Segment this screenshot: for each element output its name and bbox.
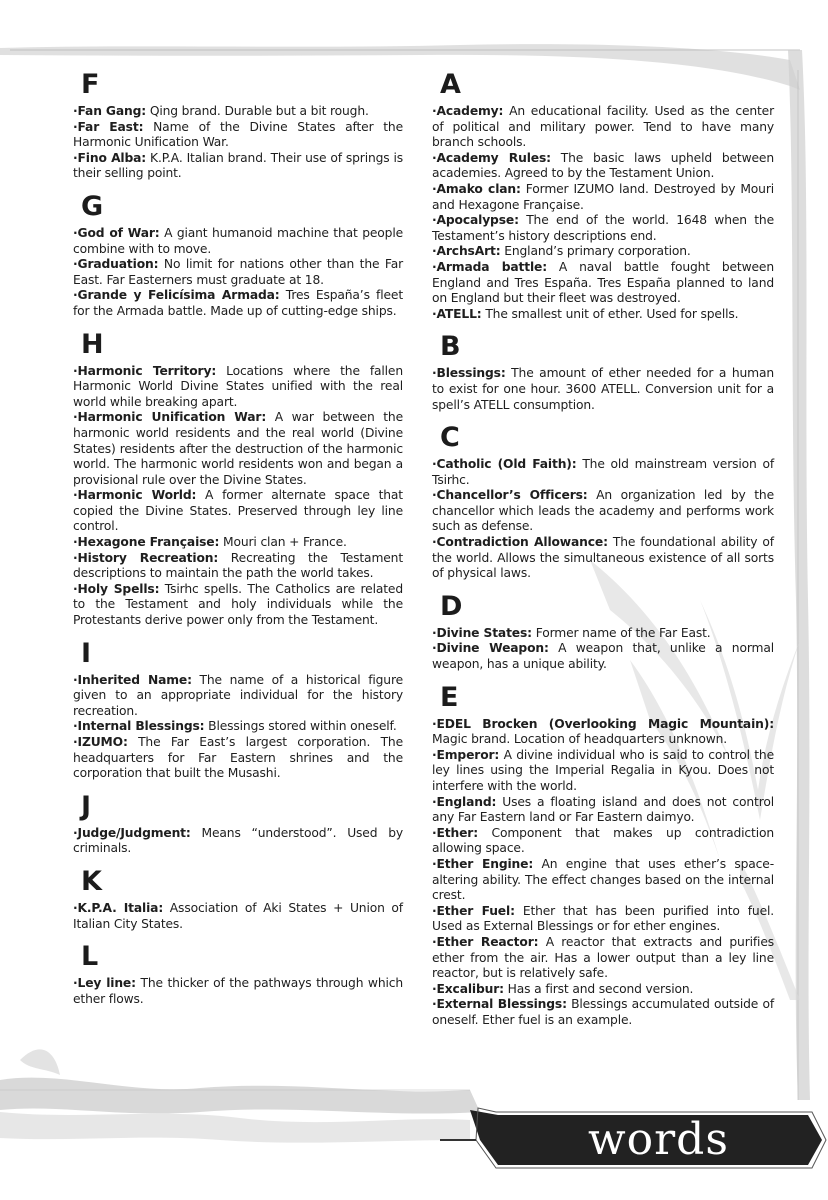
entry-definition: An educational facility. Used as the center of political and military power. Tend to have many branch schools.: [432, 104, 774, 150]
section-letter: F: [81, 69, 100, 100]
entry-definition: Name of the Divine States after the Harmonic Unification War.: [73, 119, 403, 150]
entry-definition: Former IZUMO land. Destroyed by Mouri and Hexagone Française.: [432, 181, 774, 212]
glossary-entry: [432, 717, 774, 748]
glossary-column-left: [73, 68, 403, 1015]
entry-definition: An engine that uses ether’s space-altering ability. The effect changes based on the internal crest.: [432, 856, 774, 903]
entry-definition: Tres España’s fleet for the Armada battle. Made up of cutting-edge ships.: [73, 288, 403, 318]
glossary-entry: [432, 260, 774, 307]
entry-definition: Means “understood”. Used by criminals.: [73, 825, 403, 856]
glossary-section-a: [432, 68, 774, 322]
entry-definition: Ether that has been purified into fuel. Used as External Blessings or for ether engines.: [432, 903, 775, 934]
entry-definition: An organization led by the chancellor which leads the academy and performs work such as defense.: [432, 488, 774, 534]
entry-term: ·Catholic (Old Faith):: [432, 457, 577, 472]
glossary-entry: [432, 535, 774, 582]
glossary-entry: [432, 457, 774, 488]
entry-term: ·Harmonic Unification War:: [73, 410, 267, 425]
glossary-section-i: [73, 637, 403, 782]
section-letter: G: [81, 190, 104, 222]
entry-definition: Qing brand. Durable but a bit rough.: [146, 104, 369, 118]
glossary-entry: [73, 826, 403, 857]
entry-definition: Tsirhc spells. The Catholics are related to the Testament and holy individuals while the Protestants derive power only from the Testament.: [73, 581, 403, 628]
glossary-entry: [73, 976, 403, 1007]
entry-definition: England’s primary corporation.: [500, 244, 691, 259]
section-letter: I: [81, 637, 92, 669]
glossary-section-j: [73, 790, 403, 857]
glossary-entry: [432, 641, 774, 672]
entry-term: ·Holy Spells:: [73, 581, 160, 596]
glossary-section-l: [73, 940, 403, 1007]
entry-term: ·EDEL Brocken (Overlooking Magic Mountain):: [432, 716, 774, 731]
entry-term: ·Fan Gang:: [73, 104, 147, 118]
glossary-entry: [432, 997, 774, 1028]
entry-term: ·Judge/Judgment:: [73, 825, 191, 840]
glossary-entry: [432, 366, 774, 413]
entry-term: ·Graduation:: [73, 257, 159, 272]
section-letter: K: [81, 865, 102, 897]
entry-term: ·Ether Reactor:: [432, 934, 539, 949]
entry-term: ·Emperor:: [432, 747, 500, 762]
glossary-section-h: [73, 328, 403, 629]
section-letter: C: [440, 422, 460, 454]
entry-definition: A weapon that, unlike a normal weapon, has a unique ability.: [432, 641, 774, 672]
entry-definition: Uses a floating island and does not control any Far Eastern land or Far Eastern daimyo.: [432, 794, 774, 825]
entry-definition: K.P.A. Italian brand. Their use of springs is their selling point.: [73, 150, 404, 181]
glossary-entry: [73, 673, 403, 720]
section-letter: E: [440, 681, 459, 713]
entry-term: ·Excalibur:: [432, 981, 504, 996]
entry-definition: Component that makes up contradiction allowing space.: [432, 825, 774, 856]
section-letter: D: [440, 590, 463, 622]
glossary-entry: [432, 748, 774, 795]
glossary-entry: [432, 307, 774, 323]
glossary-entry: [73, 551, 403, 582]
glossary-entry: [73, 901, 403, 932]
entry-term: ·Ether Fuel:: [432, 903, 515, 918]
words-banner-label: words: [588, 1114, 729, 1165]
glossary-entry: [73, 410, 403, 488]
entry-definition: A war between the harmonic world residents and the real world (Divine States) residents after the destruction of the harmonic world. The harmonic world residents won and began a provisional rule over the Divine States.: [73, 410, 403, 487]
entry-term: ·Harmonic World:: [73, 488, 197, 503]
entry-term: ·Apocalypse:: [432, 213, 519, 228]
glossary-entry: [432, 904, 774, 935]
glossary-entry: [432, 244, 774, 260]
glossary-entry: [432, 488, 774, 535]
entry-definition: Recreating the Testament descriptions to maintain the path the world takes.: [73, 550, 403, 581]
glossary-column-right: [432, 68, 774, 1037]
entry-term: ·Contradiction Allowance:: [432, 535, 608, 550]
glossary-section-g: [73, 190, 403, 320]
glossary-section-d: [432, 590, 774, 673]
entry-term: ·Divine Weapon:: [432, 641, 549, 656]
entry-definition: A divine individual who is said to control the ley lines using the Imperial Regalia in Kyou. Does not interfere with the world.: [432, 747, 774, 793]
entry-definition: The basic laws upheld between academies. Agreed to by the Testament Union.: [432, 150, 774, 181]
glossary-entry: [73, 104, 403, 120]
glossary-entry: [432, 935, 774, 982]
entry-term: ·Divine States:: [432, 625, 532, 640]
entry-definition: Magic brand. Location of headquarters unknown.: [432, 732, 728, 747]
entry-term: ·Ley line:: [73, 976, 136, 991]
entry-term: ·Far East:: [73, 119, 144, 134]
entry-definition: Blessings stored within oneself.: [204, 719, 397, 734]
entry-term: ·Inherited Name:: [73, 672, 192, 687]
entry-term: ·Hexagone Française:: [73, 535, 220, 550]
entry-term: ·History Recreation:: [73, 550, 219, 565]
entry-definition: Mouri clan + France.: [219, 535, 347, 550]
glossary-entry: [432, 795, 774, 826]
glossary-entry: [73, 364, 403, 411]
glossary-entry: [73, 120, 403, 151]
entry-term: ·Academy Rules:: [432, 150, 551, 165]
glossary-entry: [432, 626, 774, 642]
section-letter: A: [440, 69, 461, 100]
glossary-section-c: [432, 421, 774, 582]
entry-term: ·Academy:: [432, 104, 504, 118]
entry-definition: The foundational ability of the world. Allows the simultaneous existence of all sorts of physical laws.: [432, 535, 774, 581]
glossary-entry: [432, 826, 774, 857]
glossary-entry: [432, 151, 774, 182]
entry-term: ·Internal Blessings:: [73, 719, 205, 734]
entry-definition: Former name of the Far East.: [531, 625, 711, 640]
entry-term: ·Ether Engine:: [432, 856, 534, 871]
entry-definition: The Far East’s largest corporation. The headquarters for Far Eastern shrines and the corporation that built the Musashi.: [73, 735, 403, 781]
glossary-section-b: [432, 330, 774, 413]
glossary-entry: [73, 257, 403, 288]
entry-definition: The smallest unit of ether. Used for spells.: [481, 306, 739, 321]
section-letter: H: [81, 328, 104, 360]
section-letter: J: [81, 790, 92, 822]
section-letter: B: [440, 331, 461, 363]
entry-definition: Association of Aki States + Union of Italian City States.: [73, 900, 403, 931]
glossary-entry: [432, 104, 774, 151]
glossary-entry: [432, 182, 774, 213]
entry-definition: Blessings accumulated outside of oneself. Ether fuel is an example.: [432, 997, 774, 1027]
entry-definition: A reactor that extracts and purifies ether from the air. Has a lower output than a ley line reactor, but is relatively safe.: [432, 934, 774, 981]
entry-term: ·Fino Alba:: [73, 150, 147, 165]
glossary-entry: [73, 226, 403, 257]
entry-definition: The name of a historical figure given to an appropriate individual for the history recreation.: [73, 672, 403, 718]
entry-term: ·Amako clan:: [432, 181, 521, 196]
entry-definition: No limit for nations other than the Far East. Far Easterners must graduate at 18.: [73, 257, 403, 287]
glossary-entry: [73, 488, 403, 535]
entry-definition: Locations where the fallen Harmonic World Divine States unified with the real world while breaking apart.: [73, 363, 403, 409]
entry-term: ·K.P.A. Italia:: [73, 900, 164, 915]
entry-definition: Has a first and second version.: [503, 981, 694, 996]
entry-term: ·England:: [432, 794, 497, 809]
glossary-section-f: [73, 68, 403, 182]
entry-definition: A giant humanoid machine that people combine with to move.: [73, 225, 403, 256]
entry-term: ·ArchsArt:: [432, 244, 501, 259]
entry-term: ·Grande y Felicísima Armada:: [73, 288, 280, 303]
entry-term: ·Chancellor’s Officers:: [432, 488, 588, 503]
glossary-entry: [432, 982, 774, 998]
entry-term: ·IZUMO:: [73, 735, 128, 749]
entry-definition: A naval battle fought between England and Tres España. Tres España planned to land on England but their fleet was destroyed.: [432, 259, 774, 306]
glossary-entry: [73, 535, 403, 551]
entry-term: ·Blessings:: [432, 366, 506, 381]
glossary-entry: [73, 288, 403, 319]
entry-term: ·God of War:: [73, 225, 160, 240]
entry-definition: A former alternate space that copied the Divine States. Preserved through ley line control.: [73, 488, 403, 534]
glossary-entry: [432, 213, 774, 244]
entry-term: ·Armada battle:: [432, 259, 547, 274]
entry-definition: The amount of ether needed for a human to exist for one hour. 3600 ATELL. Conversion unit for a spell’s ATELL consumption.: [432, 366, 774, 412]
glossary-entry: [73, 582, 403, 629]
glossary-entry: [432, 857, 774, 904]
glossary-section-e: [432, 681, 774, 1029]
glossary-entry: [73, 151, 403, 182]
entry-definition: The thicker of the pathways through which ether flows.: [73, 976, 403, 1006]
entry-definition: The end of the world. 1648 when the Testament’s history descriptions end.: [432, 213, 774, 243]
section-letter: L: [81, 941, 99, 973]
entry-term: ·ATELL:: [432, 306, 482, 321]
glossary-section-k: [73, 865, 403, 932]
entry-term: ·External Blessings:: [432, 997, 567, 1012]
entry-term: ·Ether:: [432, 825, 478, 840]
entry-definition: The old mainstream version of Tsirhc.: [432, 457, 774, 487]
glossary-entry: [73, 719, 403, 735]
entry-term: ·Harmonic Territory:: [73, 363, 217, 378]
glossary-entry: [73, 735, 403, 782]
